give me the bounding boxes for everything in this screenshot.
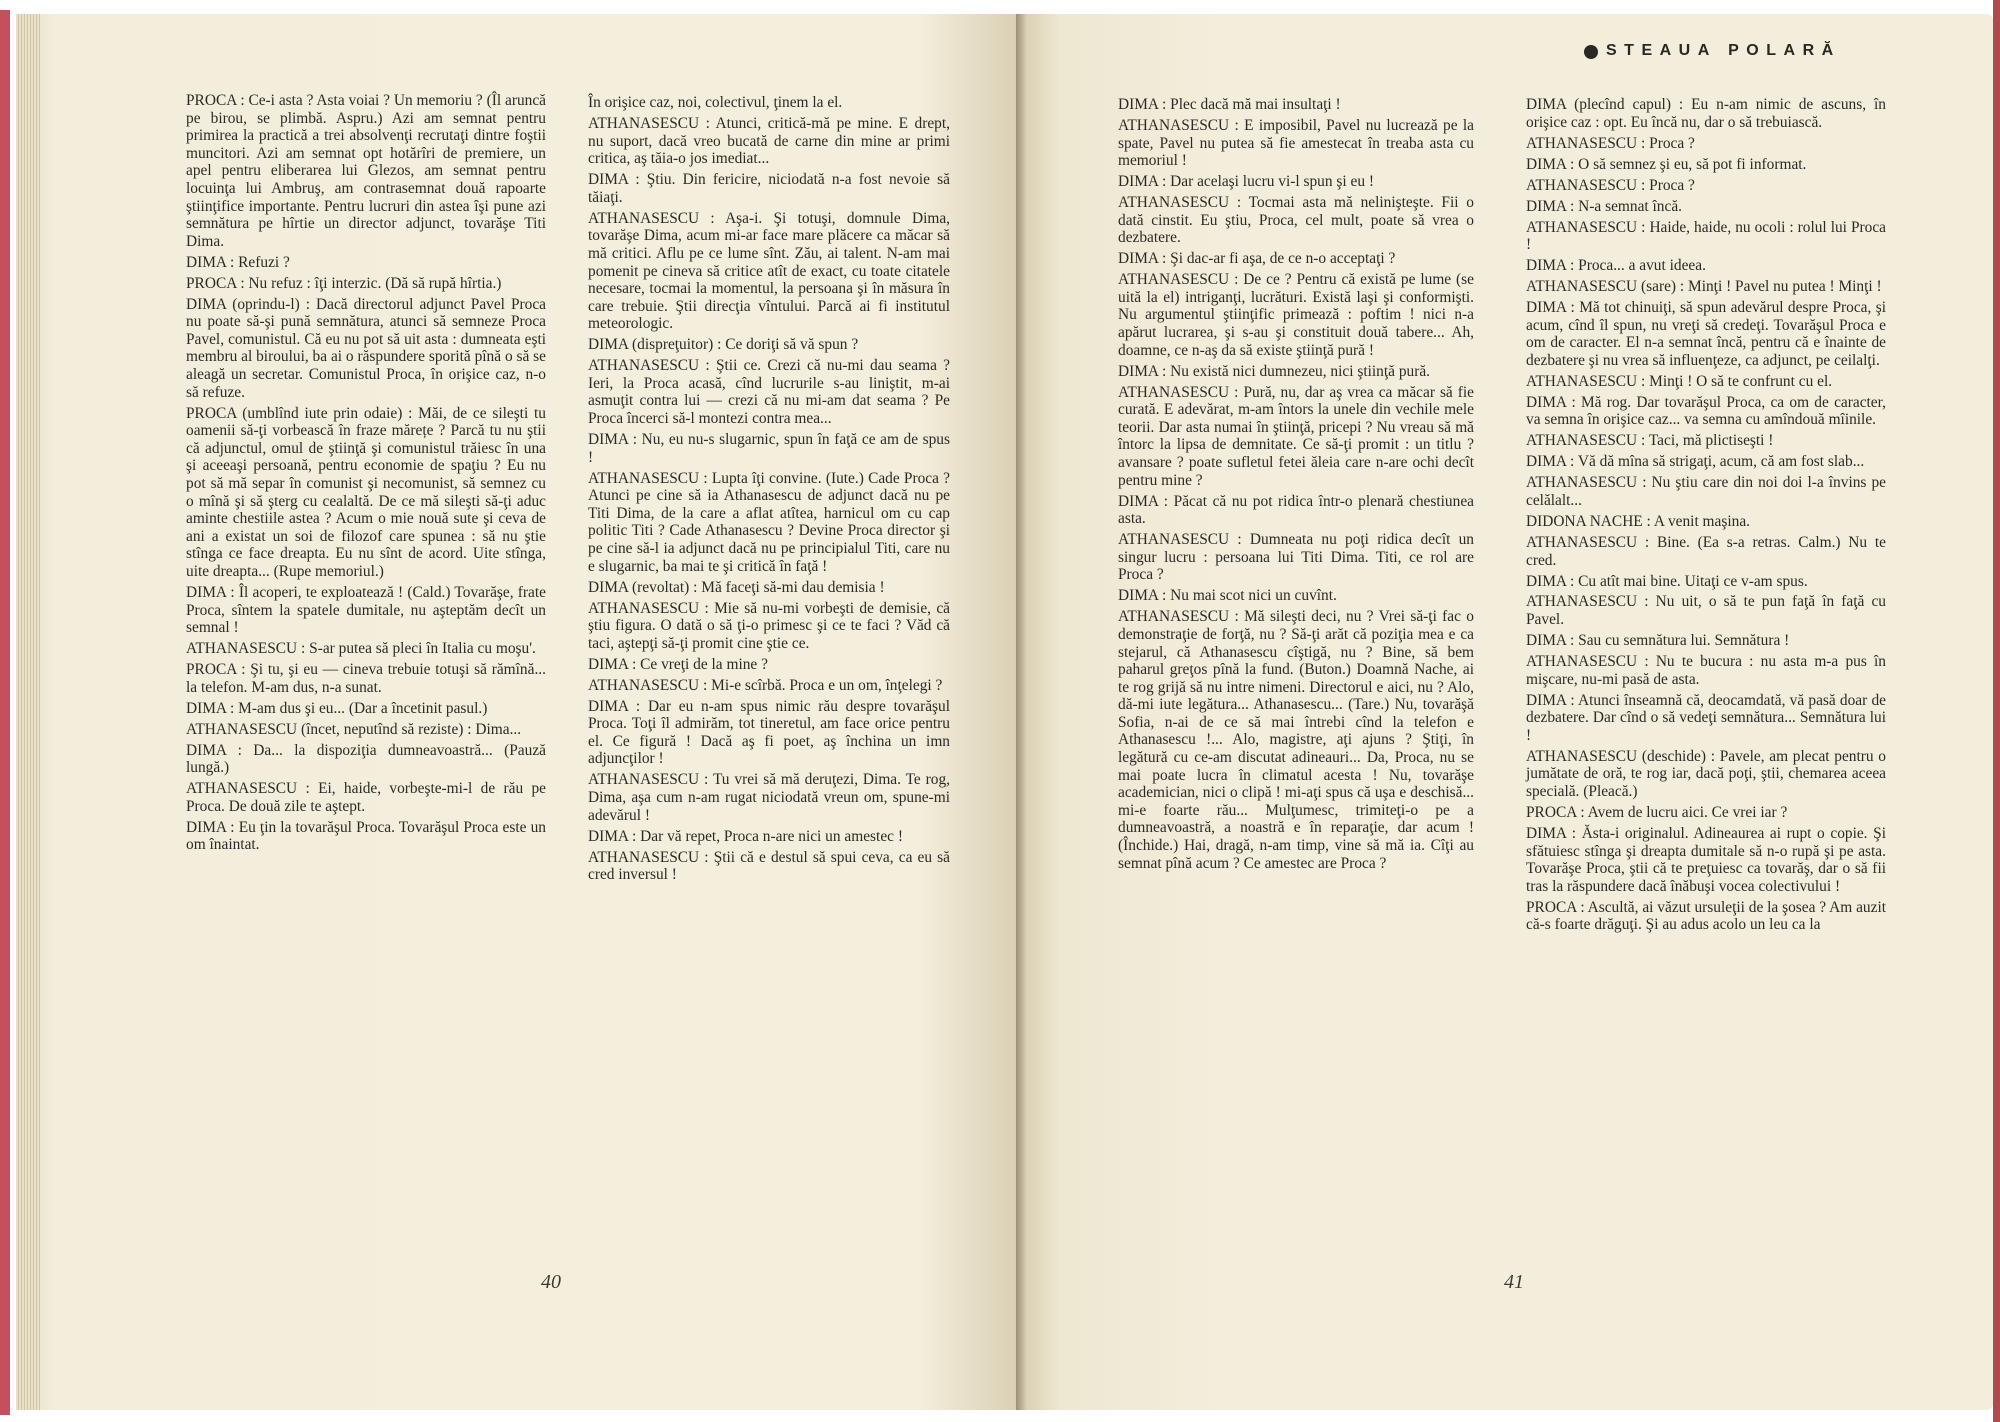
- dialogue-paragraph: PROCA : Nu refuz : îţi interzic. (Dă să rupă hîrtia.): [186, 274, 502, 292]
- dialogue-paragraph: ATHANASESCU (încet, neputînd să reziste) : Dima...: [186, 720, 522, 738]
- dialogue-paragraph: DIMA : Mă tot chinuiţi, să spun adevărul despre Proca, şi acum, cînd îl spun, nu vreţi să credeţi. Tovarăşul Proca e om de caracter. El n-a semnat încă, pentru că e înainte de dezbatere şi nu vrea să influenţeze, ca adjunct, pe ceilalţi.: [1526, 299, 1886, 369]
- dialogue-paragraph: DIMA : O să semnez şi eu, să pot fi informat.: [1526, 155, 1807, 173]
- dialogue-paragraph: ATHANASESCU : Nu uit, o să te pun faţă în faţă cu Pavel.: [1526, 593, 1886, 629]
- dialogue-paragraph: ATHANASESCU : Mă sileşti deci, nu ? Vrei să-ţi fac o demonstraţie de forţă, nu ? Să-ţi arăt că poziţia mea e ca stejarul, că Athanasescu cîştigă, nu ? Bine, să bem paharul greţos pînă la fund. (Buton.) Doamnă Nache, ai te rog grijă să nu intre nimeni. Directorul e aici, nu ? Alo, dă-mi iute legătura... Athanasescu... (Tare.) Nu, tovarăşă Sofia, n-ai de ce să mai întrebi cînd la telefon e Athanasescu !... Alo, magistre, aţi ajuns ? Ştiţi, în legătură cu ce-am discutat adineauri... Da, Proca, nu se mai poate lucra în climatul acesta ! Nu, tovarăşe academician, nici o clipă ! mi-aţi spus că uşa e deschisă... mi-e foarte rău... Mulţumesc, trimiteţi-o pe a dumneavoastră, a noastră e în reparaţie, dar acum ! (Închide.) Hai, dragă, n-am timp, vine să mă ia. Cîţi au semnat pînă acum ? Ce amestec are Proca ?: [1118, 608, 1474, 872]
- dialogue-paragraph: ATHANASESCU (deschide) : Pavele, am plecat pentru o jumătate de oră, te rog iar, dacă poţi, ştii, chemarea aceea specială. (Pleacă.): [1526, 747, 1886, 800]
- dialogue-paragraph: ATHANASESCU (sare) : Minţi ! Pavel nu putea ! Minţi !: [1526, 278, 1882, 296]
- dialogue-paragraph: DIMA : Dar acelaşi lucru vi-l spun şi eu !: [1118, 173, 1375, 191]
- dialogue-paragraph: PROCA : Avem de lucru aici. Ce vrei iar ?: [1526, 803, 1788, 821]
- dialogue-paragraph: DIDONA NACHE : A venit maşina.: [1526, 512, 1751, 530]
- dialogue-paragraph: DIMA : Refuzi ?: [186, 253, 290, 271]
- dialogue-paragraph: ATHANASESCU : Proca ?: [1526, 176, 1695, 194]
- page-number-left: 40: [541, 1271, 561, 1293]
- dialogue-paragraph: DIMA : M-am dus şi eu... (Dar a încetinit pasul.): [186, 699, 488, 717]
- dialogue-paragraph: DIMA : Cu atît mai bine. Uitaţi ce v-am spus.: [1526, 572, 1808, 590]
- dialogue-paragraph: ATHANASESCU : Bine. (Ea s-a retras. Calm.) Nu te cred.: [1526, 533, 1886, 569]
- dialogue-paragraph: ATHANASESCU : Tu vrei să mă deruţezi, Dima. Te rog, Dima, aşa cum n-am rugat niciodată vreun om, spune-mi adevărul !: [588, 771, 950, 824]
- dialogue-paragraph: PROCA : Ce-i asta ? Asta voiai ? Un memoriu ? (Îl aruncă pe birou, se plimbă. Aspru.) Azi am semnat pentru primirea la practică a trei absolvenţi recrutaţi dintre foştii muncitori. Azi am semnat opt hotărîri de premiere, un apel pentru eliberarea lui Glezos, am semnat pentru locuinţa lui Ambruş, am contrasemnat două rapoarte ştiinţifice importante. Pentru lucruri din astea îşi pune azi semnătura pe hîrtie un director adjunct, tovarăşe Titi Dima.: [186, 92, 546, 250]
- page-stack-edges: [16, 14, 40, 1410]
- book-gutter: [1016, 14, 1026, 1410]
- dialogue-paragraph: ATHANASESCU : Ştii ce. Crezi că nu-mi dau seama ? Ieri, la Proca acasă, cînd lucrurile s-au liniştit, m-ai asmuţit contra lui — crezi că nu mi-am dat seama ? Pe Proca încerci să-l montezi contra mea...: [588, 357, 950, 428]
- dialogue-paragraph: DIMA : N-a semnat încă.: [1526, 197, 1683, 215]
- dialogue-paragraph: DIMA : Atunci înseamnă că, deocamdată, vă pasă doar de dezbatere. Dar cînd o să vedeţi semnătura... Semnătura lui !: [1526, 691, 1886, 744]
- dialogue-paragraph: DIMA : Nu, eu nu-s slugarnic, spun în faţă ce am de spus !: [588, 431, 950, 466]
- dialogue-paragraph: ATHANASESCU : Proca ?: [1526, 134, 1695, 152]
- dialogue-paragraph: ATHANASESCU : E imposibil, Pavel nu lucrează pe la spate, Pavel nu putea să fie amestecat în treaba asta cu memoriul !: [1118, 116, 1474, 170]
- dialogue-paragraph: ATHANASESCU : Pură, nu, dar aş vrea ca măcar să fie curată. E adevărat, m-am întors la unele din vechile mele teorii. Dar asta numai în ştiinţă, pricepi ? Nu vreau să mă întorc la lipsa de demnitate. Ce să-ţi promit : un titlu ? avansare ? poate sufletul fetei ăleia care n-are ochi decît pentru mine ?: [1118, 383, 1474, 489]
- dialogue-paragraph: DIMA : Sau cu semnătura lui. Semnătura !: [1526, 632, 1790, 650]
- dialogue-paragraph: DIMA : Eu ţin la tovarăşul Proca. Tovarăşul Proca este un om înaintat.: [186, 818, 546, 854]
- dialogue-paragraph: DIMA (revoltat) : Mă faceţi să-mi dau demisia !: [588, 578, 885, 596]
- dialogue-paragraph: DIMA : Dar eu n-am spus nimic rău despre tovarăşul Proca. Toţi îl admirăm, tot tineretul, am face orice pentru el. Ce figură ! Dacă aş fi poet, aş închina un imn adjuncţilor !: [588, 697, 950, 768]
- dialogue-paragraph: DIMA : Ce vreţi de la mine ?: [588, 655, 768, 673]
- dialogue-paragraph: DIMA : Păcat că nu pot ridica într-o plenară chestiunea asta.: [1118, 492, 1474, 528]
- book-cover-edge-right: [1993, 0, 2000, 1422]
- dialogue-paragraph: PROCA (umblînd iute prin odaie) : Măi, de ce sileşti tu oamenii să-ţi vorbească în fraze mărețe ? Parcă tu nu ştii că adjunctul, omul de ştiinţă şi comunistul trăiesc în una şi aceeaşi persoană, pentru economie de spaţiu ? Eu nu pot să mă separ în comunist şi necomunist, să semnez cu o mînă şi să şterg cu cealaltă. De ce mă sileşti să-ţi aduc aminte chestiile astea ? Acum o mie nouă sute şi ceva de ani a existat un soi de filozof care spunea : să nu ştie stînga ce face dreapta. Eu nu sînt de acord. Uite stînga, uite dreapta... (Rupe memoriul.): [186, 404, 546, 580]
- book-cover-edge-left: [0, 10, 10, 1415]
- dialogue-paragraph: ATHANASESCU : Lupta îţi convine. (Iute.) Cade Proca ? Atunci pe cine să ia Athanasescu de adjunct dacă nu pe Titi Dima, de la care a aflat atîtea, harnicul om cu cap politic Titi ? Cade Athanasescu ? Devine Proca director şi pe cine să-l ia adjunct dacă nu pe principialul Titi, care nu e slugarnic, ba mai te şi critică în faţă !: [588, 469, 950, 575]
- dialogue-paragraph: DIMA : Da... la dispoziţia dumneavoastră... (Pauză lungă.): [186, 741, 546, 777]
- dialogue-paragraph: ATHANASESCU : S-ar putea să pleci în Italia cu moşu'.: [186, 640, 536, 658]
- dialogue-paragraph: ATHANASESCU : Nu ştiu care din noi doi l-a învins pe celălalt...: [1526, 474, 1886, 509]
- text-column-1: [186, 92, 546, 857]
- dialogue-paragraph: ATHANASESCU : Ei, haide, vorbeşte-mi-l de rău pe Proca. De două zile te aştept.: [186, 780, 546, 815]
- dialogue-paragraph: ATHANASESCU : Haide, haide, nu ocoli : rolul lui Proca !: [1526, 218, 1886, 254]
- dialogue-paragraph: În orişice caz, noi, colectivul, ţinem la el.: [588, 94, 843, 111]
- dialogue-paragraph: DIMA : Vă dă mîna să strigaţi, acum, că am fost slab...: [1526, 453, 1865, 471]
- dialogue-paragraph: ATHANASESCU : Mi-e scîrbă. Proca e un om, înţelegi ?: [588, 676, 943, 694]
- text-column-4: [1526, 96, 1886, 937]
- dialogue-paragraph: ATHANASESCU : Minţi ! O să te confrunt cu el.: [1526, 372, 1833, 390]
- dialogue-paragraph: DIMA : Plec dacă mă mai insultaţi !: [1118, 96, 1341, 113]
- dialogue-paragraph: ATHANASESCU : Ştii că e destul să spui ceva, ca eu să cred inversul !: [588, 848, 950, 884]
- dialogue-paragraph: ATHANASESCU : De ce ? Pentru că există pe lume (se uită la el) intriganţi, lucrături. Există laşi şi conformişti. Nu argumentul ştiinţific primează : poftim ! nici n-a apărut lucrarea, şi s-au şi constituit două tabere... Ah, doamne, ce n-aş da să existe ştiinţă pură !: [1118, 271, 1474, 359]
- dialogue-paragraph: DIMA : Proca... a avut ideea.: [1526, 257, 1706, 275]
- dialogue-paragraph: DIMA : Ştiu. Din fericire, niciodată n-a fost nevoie să tăiaţi.: [588, 171, 950, 206]
- dialogue-paragraph: DIMA : Nu există nici dumnezeu, nici ştiinţă pură.: [1118, 362, 1431, 380]
- text-column-2: [588, 94, 950, 887]
- page-number-right: 41: [1504, 1271, 1524, 1293]
- dialogue-paragraph: DIMA : Mă rog. Dar tovarăşul Proca, ca om de caracter, va semna în orişice caz... va semna cu amîndouă mîinile.: [1526, 393, 1886, 429]
- running-head-text: STEAUA POLARĂ: [1606, 42, 1841, 59]
- dialogue-paragraph: ATHANASESCU : Tocmai asta mă nelinişteşte. Fii o dată cinstit. Eu ştiu, Proca, cel mult, poate să vrea o dezbatere.: [1118, 194, 1474, 247]
- dialogue-paragraph: PROCA : Ascultă, ai văzut ursuleţii de la şosea ? Am auzit că-s foarte drăguţi. Şi au adus acolo un leu ca la: [1526, 898, 1886, 934]
- dialogue-paragraph: DIMA (dispreţuitor) : Ce doriţi să vă spun ?: [588, 336, 859, 354]
- dialogue-paragraph: DIMA (plecînd capul) : Eu n-am nimic de ascuns, în orişice caz : opt. Eu încă nu, dar o să trebuiască.: [1526, 96, 1886, 131]
- dialogue-paragraph: ATHANASESCU : Atunci, critică-mă pe mine. E drept, nu suport, dacă vreo bucată de carne din mine ar primi critica, aş tăia-o jos imediat...: [588, 114, 950, 168]
- dialogue-paragraph: ATHANASESCU : Mie să nu-mi vorbeşti de demisie, că ştiu figura. O dată o să ţi-o primesc şi ce te faci ? Văd că taci, aştepţi să-ţi promit cine ştie ce.: [588, 599, 950, 652]
- dialogue-paragraph: PROCA : Şi tu, şi eu — cineva trebuie totuşi să rămînă... la telefon. M-am dus, n-a sunat.: [186, 661, 546, 696]
- dialogue-paragraph: DIMA : Şi dac-ar fi aşa, de ce n-o acceptaţi ?: [1118, 250, 1396, 268]
- dialogue-paragraph: DIMA : Dar vă repet, Proca n-are nici un amestec !: [588, 827, 903, 845]
- dialogue-paragraph: ATHANASESCU : Aşa-i. Şi totuşi, domnule Dima, tovarăşe Dima, acum mi-ar face mare plăcere ca măcar să mă critici. Aflu pe ce lume sînt. Zău, ai talent. N-am mai pomenit pe cineva să critice atît de exact, cu toate citatele necesare, tocmai la momentul, la persoana şi în măsura în care trebuie. Ştii direcţia vîntului. Parcă ai fi institutul meteorologic.: [588, 209, 950, 333]
- text-column-3: [1118, 96, 1474, 876]
- dialogue-paragraph: ATHANASESCU : Taci, mă plictiseşti !: [1526, 432, 1774, 450]
- dialogue-paragraph: DIMA : Ăsta-i originalul. Adineaurea ai rupt o copie. Şi sfătuiesc stînga şi dreapta dumitale să n-o rupă şi pe asta. Tovarăşe Proca, ştii că te preţuiesc ca tovarăş, dar o să fii tras la răspundere dacă înăbuşi vocea colectivului !: [1526, 824, 1886, 895]
- running-head: [1584, 42, 1841, 60]
- dialogue-paragraph: DIMA : Nu mai scot nici un cuvînt.: [1118, 587, 1337, 605]
- dialogue-paragraph: ATHANASESCU : Nu te bucura : nu asta m-a pus în mişcare, nu-mi pasă de asta.: [1526, 653, 1886, 688]
- dialogue-paragraph: DIMA (oprindu-l) : Dacă directorul adjunct Pavel Proca nu poate să-şi pună semnătura, atunci să semneze Proca Pavel, comunistul. Că eu nu pot să uit asta : dumneata eşti membru al biroului, ba ai o răspundere sporită pînă o să se aleagă un secretar. Comunistul Proca, în orişice caz, n-o să refuze.: [186, 295, 546, 401]
- dialogue-paragraph: DIMA : Îl acoperi, te exploatează ! (Cald.) Tovarăşe, frate Proca, sîntem la spatele dumitale, nu aşteptăm decît un semnal !: [186, 583, 546, 637]
- dialogue-paragraph: ATHANASESCU : Dumneata nu poţi ridica decît un singur lucru : persoana lui Titi Dima. Titi, ce rol are Proca ?: [1118, 531, 1474, 584]
